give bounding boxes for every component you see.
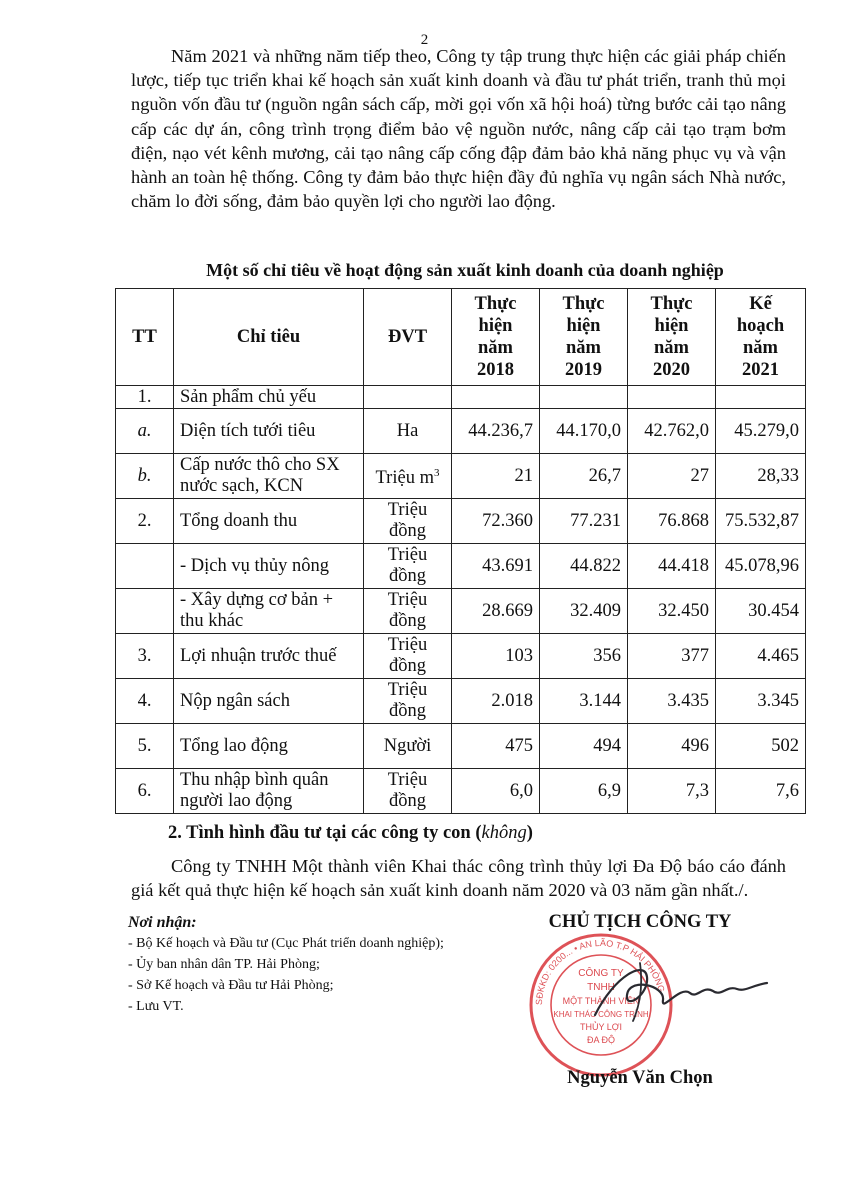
row-unit-superscript: 3 — [433, 466, 440, 479]
row-value-2020: 76.868 — [628, 499, 716, 544]
page-number: 2 — [420, 32, 429, 48]
table-row — [116, 544, 806, 589]
row-unit: Triệu đồng — [364, 679, 452, 724]
table-title: Một số chỉ tiêu về hoạt động sản xuất kinh doanh của doanh nghiệp — [206, 260, 724, 280]
row-unit-text: Triệu m — [375, 468, 434, 489]
closing-paragraph: Công ty TNHH Một thành viên Khai thác công trình thủy lợi Đa Độ báo cáo đánh giá kết quả thực hiện kế hoạch sản xuất kinh doanh năm 2020 và 03 năm gần nhất./. — [131, 856, 786, 901]
row-unit: Triệu đồng — [364, 634, 452, 679]
table-row — [116, 679, 806, 724]
header-2018-line: năm — [478, 338, 513, 358]
handwritten-signature — [585, 955, 775, 1025]
signature-title: CHỦ TỊCH CÔNG TY — [548, 912, 732, 932]
recipient-item: - Ủy ban nhân dân TP. Hải Phòng; — [128, 957, 320, 972]
row-value-2018: 2.018 — [452, 679, 540, 724]
row-unit: Triệu đồng — [364, 769, 452, 814]
row-value-2018: 28.669 — [452, 589, 540, 634]
table-row — [116, 409, 806, 454]
row-value-2021: 45.279,0 — [716, 409, 806, 454]
row-value-2021: 502 — [716, 724, 806, 769]
table-row — [116, 769, 806, 814]
table-row — [116, 589, 806, 634]
row-tt — [116, 589, 174, 634]
header-2019-line: 2019 — [565, 360, 602, 380]
row-value-2019: 6,9 — [540, 769, 628, 814]
row-value-2018: 475 — [452, 724, 540, 769]
row-value-2021: 7,6 — [716, 769, 806, 814]
row-indicator: Diện tích tưới tiêu — [174, 409, 364, 454]
section-2-heading-italic: không — [481, 823, 527, 843]
row-value-2018: 44.236,7 — [452, 409, 540, 454]
row-value-2021 — [716, 386, 806, 409]
row-value-2020: 7,3 — [628, 769, 716, 814]
row-tt: a. — [116, 409, 174, 454]
row-tt — [116, 544, 174, 589]
row-value-2020: 44.418 — [628, 544, 716, 589]
row-value-2020: 496 — [628, 724, 716, 769]
header-plan-2021-line: năm — [743, 338, 778, 358]
row-value-2020: 32.450 — [628, 589, 716, 634]
indicators-table — [115, 288, 806, 814]
row-unit: Ha — [364, 409, 452, 454]
header-plan-2021 — [716, 289, 806, 386]
row-value-2019: 3.144 — [540, 679, 628, 724]
row-indicator: Nộp ngân sách — [174, 679, 364, 724]
header-plan-2021-line: Kế — [749, 294, 772, 314]
row-indicator: Lợi nhuận trước thuế — [174, 634, 364, 679]
header-tt: TT — [116, 289, 174, 386]
header-2020-line: 2020 — [653, 360, 690, 380]
row-value-2019 — [540, 386, 628, 409]
row-indicator: - Dịch vụ thủy nông — [174, 544, 364, 589]
row-value-2020 — [628, 386, 716, 409]
row-value-2018: 103 — [452, 634, 540, 679]
recipient-item: - Lưu VT. — [128, 999, 184, 1014]
seal-line: ĐA ĐỘ — [586, 1035, 616, 1045]
row-value-2019: 77.231 — [540, 499, 628, 544]
header-2018-line: hiện — [478, 316, 513, 336]
section-2-heading-text: 2. Tình hình đầu tư tại các công ty con ( — [168, 823, 482, 843]
row-indicator: Cấp nước thô cho SX nước sạch, KCN — [174, 454, 364, 499]
header-2020-line: năm — [654, 338, 689, 358]
row-value-2021: 3.345 — [716, 679, 806, 724]
row-value-2018: 43.691 — [452, 544, 540, 589]
header-2019-line: hiện — [566, 316, 601, 336]
row-indicator: Tổng lao động — [174, 724, 364, 769]
row-unit: Người — [364, 724, 452, 769]
seal-line: CÔNG TY — [578, 968, 624, 979]
recipients-block — [128, 912, 473, 1017]
row-value-2021: 4.465 — [716, 634, 806, 679]
section-2-heading-close: ) — [526, 823, 533, 843]
row-unit — [364, 386, 452, 409]
header-plan-2021-line: hoạch — [736, 316, 785, 336]
header-2020-line: hiện — [654, 316, 689, 336]
header-2018-line: 2018 — [477, 360, 514, 380]
row-unit: Triệu đồng — [364, 589, 452, 634]
row-value-2018 — [452, 386, 540, 409]
row-indicator: Sản phẩm chủ yếu — [174, 386, 364, 409]
row-value-2018: 21 — [452, 454, 540, 499]
row-value-2019: 494 — [540, 724, 628, 769]
seal-line: THỦY LỢI — [579, 1022, 623, 1032]
header-plan-2021-line: 2021 — [742, 360, 779, 380]
seal-line: TNHH — [587, 982, 615, 993]
row-value-2021: 28,33 — [716, 454, 806, 499]
row-tt: 2. — [116, 499, 174, 544]
row-tt: 5. — [116, 724, 174, 769]
row-value-2019: 44.170,0 — [540, 409, 628, 454]
row-tt: b. — [116, 454, 174, 499]
row-value-2019: 44.822 — [540, 544, 628, 589]
header-unit: ĐVT — [364, 289, 452, 386]
row-value-2021: 45.078,96 — [716, 544, 806, 589]
recipient-item: - Sở Kế hoạch và Đầu tư Hải Phòng; — [128, 978, 334, 993]
signatory-name: Nguyễn Văn Chọn — [567, 1068, 713, 1088]
row-indicator: Tổng doanh thu — [174, 499, 364, 544]
table-header-row — [116, 289, 806, 386]
row-value-2021: 75.532,87 — [716, 499, 806, 544]
row-tt: 6. — [116, 769, 174, 814]
row-value-2018: 6,0 — [452, 769, 540, 814]
recipient-item: - Bộ Kế hoạch và Đầu tư (Cục Phát triển doanh nghiệp); — [128, 936, 444, 951]
row-value-2020: 27 — [628, 454, 716, 499]
row-indicator: Thu nhập bình quân người lao động — [174, 769, 364, 814]
row-indicator: - Xây dựng cơ bản + thu khác — [174, 589, 364, 634]
header-2019-line: năm — [566, 338, 601, 358]
recipients-label: Nơi nhận: — [128, 914, 197, 931]
row-value-2018: 72.360 — [452, 499, 540, 544]
row-value-2020: 3.435 — [628, 679, 716, 724]
header-2020-line: Thực — [650, 294, 693, 314]
row-unit: Triệu đồng — [364, 544, 452, 589]
header-2018-line: Thực — [474, 294, 517, 314]
row-value-2021: 30.454 — [716, 589, 806, 634]
row-value-2019: 32.409 — [540, 589, 628, 634]
row-value-2019: 26,7 — [540, 454, 628, 499]
section-2-heading — [168, 823, 533, 844]
row-tt: 3. — [116, 634, 174, 679]
table-row — [116, 386, 806, 409]
table-row — [116, 724, 806, 769]
header-2019-line: Thực — [562, 294, 605, 314]
header-indicator: Chỉ tiêu — [174, 289, 364, 386]
row-value-2020: 42.762,0 — [628, 409, 716, 454]
table-row — [116, 454, 806, 499]
row-tt: 1. — [116, 386, 174, 409]
table-row — [116, 634, 806, 679]
row-unit: Triệu đồng — [364, 499, 452, 544]
row-value-2019: 356 — [540, 634, 628, 679]
header-2020 — [628, 289, 716, 386]
row-tt: 4. — [116, 679, 174, 724]
header-2018 — [452, 289, 540, 386]
header-2019 — [540, 289, 628, 386]
row-unit — [364, 454, 452, 499]
row-value-2020: 377 — [628, 634, 716, 679]
seal-line: KHAI THÁC CÔNG TRÌNH — [553, 1010, 649, 1019]
intro-paragraph: Năm 2021 và những năm tiếp theo, Công ty tập trung thực hiện các giải pháp chiến lược, tiếp tục triển khai kế hoạch sản xuất kinh doanh và đầu tư phát triển, tranh thủ mọi nguồn vốn đầu tư (nguồn ngân sách cấp, mời gọi vốn xã hội hoá) từng bước cải tạo nâng cấp các dự án, công trình trọng điểm bảo vệ nguồn nước, nâng cấp cải tạo trạm bơm điện, nạo vét kênh mương, cải tạo nâng cấp cống đập đảm bảo khả năng phục vụ và vận hành an toàn hệ thống. Công ty đảm bảo thực hiện đầy đủ nghĩa vụ ngân sách Nhà nước, chăm lo đời sống, đảm bảo quyền lợi cho người lao động. — [131, 46, 786, 212]
table-row — [116, 499, 806, 544]
seal-ring-text: SĐKKD: 0200... • AN LÃO T.P HẢI PHÒNG — [533, 937, 667, 1006]
seal-line: MỘT THÀNH VIÊN — [562, 996, 640, 1006]
